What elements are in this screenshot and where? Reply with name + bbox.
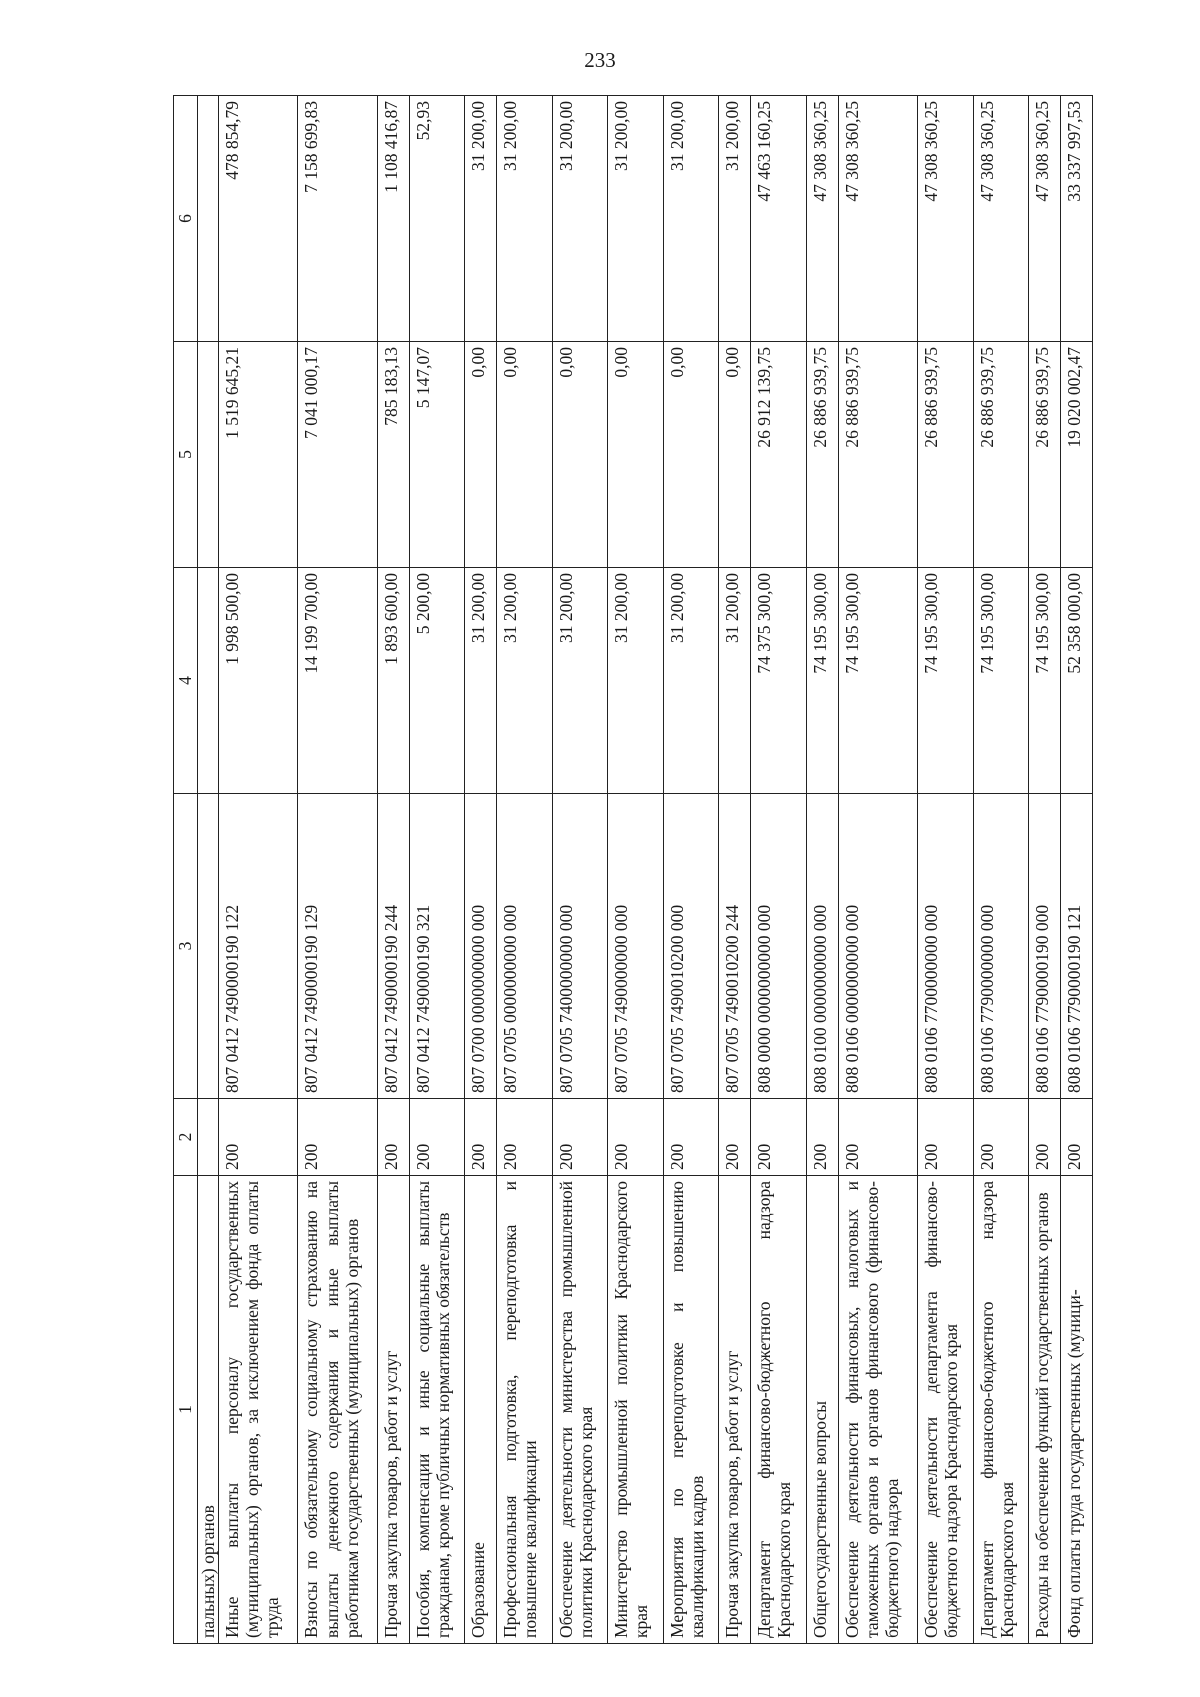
row-fact: 0,00 (465, 342, 497, 568)
table-row (1029, 96, 1061, 1644)
row-plan: 31 200,00 (608, 568, 664, 794)
row-name: Департамент финансово-бюджетного надзора Краснодарского края (751, 1176, 807, 1644)
row-code: 200 (608, 1099, 664, 1176)
row-fact: 0,00 (719, 342, 751, 568)
row-fact: 0,00 (663, 342, 719, 568)
row-fact: 5 147,07 (409, 342, 465, 568)
row-rest: 47 308 360,25 (838, 96, 917, 342)
row-code: 200 (751, 1099, 807, 1176)
row-fact: 26 886 939,75 (973, 342, 1029, 568)
table-row (751, 96, 807, 1644)
row-code: 200 (663, 1099, 719, 1176)
row-code: 200 (973, 1099, 1029, 1176)
row-plan: 74 195 300,00 (973, 568, 1029, 794)
row-rest: 47 308 360,25 (917, 96, 973, 342)
row-fact: 7 041 000,17 (298, 342, 377, 568)
continuation-row (198, 96, 219, 1644)
row-kbk: 807 0412 7490000190 244 (377, 794, 409, 1099)
row-code: 200 (377, 1099, 409, 1176)
row-plan: 1 893 600,00 (377, 568, 409, 794)
row-code: 200 (806, 1099, 838, 1176)
row-kbk: 807 0705 0000000000 000 (497, 794, 553, 1099)
row-rest: 47 308 360,25 (806, 96, 838, 342)
continuation-text: пальных) органов (198, 1176, 219, 1644)
table-row (552, 96, 608, 1644)
row-plan: 74 195 300,00 (806, 568, 838, 794)
row-name: Департамент финансово-бюджетного надзора Краснодарского края (973, 1176, 1029, 1644)
row-code: 200 (219, 1099, 298, 1176)
row-name: Прочая закупка товаров, работ и услуг (377, 1176, 409, 1644)
row-kbk: 808 0106 7790000190 121 (1061, 794, 1093, 1099)
row-fact: 1 519 645,21 (219, 342, 298, 568)
row-name: Обеспечение деятельности финансовых, налоговых и таможенных органов и органов финансового (финансово-бюджетного) надзора (838, 1176, 917, 1644)
header-col-4: 4 (174, 568, 198, 794)
row-kbk: 807 0705 7400000000 000 (552, 794, 608, 1099)
row-fact: 785 183,13 (377, 342, 409, 568)
row-code: 200 (1029, 1099, 1061, 1176)
row-kbk: 807 0705 7490010200 000 (663, 794, 719, 1099)
row-rest: 1 108 416,87 (377, 96, 409, 342)
row-rest: 31 200,00 (663, 96, 719, 342)
row-plan: 74 195 300,00 (1029, 568, 1061, 794)
row-name: Мероприятия по переподготовке и повышению квалификации кадров (663, 1176, 719, 1644)
row-kbk: 807 0412 7490000190 122 (219, 794, 298, 1099)
row-name: Профессиональная подготовка, переподготовка и повышение квалификации (497, 1176, 553, 1644)
row-plan: 5 200,00 (409, 568, 465, 794)
row-kbk: 808 0106 7700000000 000 (917, 794, 973, 1099)
row-plan: 74 195 300,00 (917, 568, 973, 794)
header-col-5: 5 (174, 342, 198, 568)
row-plan: 31 200,00 (552, 568, 608, 794)
row-code: 200 (497, 1099, 553, 1176)
row-fact: 0,00 (497, 342, 553, 568)
row-name: Образование (465, 1176, 497, 1644)
row-rest: 52,93 (409, 96, 465, 342)
row-name: Фонд оплаты труда государственных (муници- (1061, 1176, 1093, 1644)
page-number: 233 (584, 48, 616, 72)
row-plan: 31 200,00 (663, 568, 719, 794)
row-name: Обеспечение деятельности министерства промышленной политики Краснодарского края (552, 1176, 608, 1644)
row-name: Министерство промышленной политики Краснодарского края (608, 1176, 664, 1644)
table-row (377, 96, 409, 1644)
table-row (1061, 96, 1093, 1644)
row-kbk: 807 0412 7490000190 129 (298, 794, 377, 1099)
row-rest: 47 308 360,25 (1029, 96, 1061, 342)
row-kbk: 807 0412 7490000190 321 (409, 794, 465, 1099)
row-code: 200 (1061, 1099, 1093, 1176)
row-fact: 26 886 939,75 (806, 342, 838, 568)
row-name: Прочая закупка товаров, работ и услуг (719, 1176, 751, 1644)
row-rest: 47 463 160,25 (751, 96, 807, 342)
rotated-table-wrapper (173, 96, 1093, 1644)
table-row (465, 96, 497, 1644)
row-kbk: 807 0705 7490010200 244 (719, 794, 751, 1099)
row-plan: 31 200,00 (497, 568, 553, 794)
row-fact: 26 886 939,75 (917, 342, 973, 568)
row-fact: 26 912 139,75 (751, 342, 807, 568)
row-name: Обеспечение деятельности департамента финансово-бюджетного надзора Краснодарского края (917, 1176, 973, 1644)
row-plan: 1 998 500,00 (219, 568, 298, 794)
table-row (608, 96, 664, 1644)
row-plan: 74 195 300,00 (838, 568, 917, 794)
row-kbk: 808 0100 0000000000 000 (806, 794, 838, 1099)
row-kbk: 807 0700 0000000000 000 (465, 794, 497, 1099)
row-code: 200 (719, 1099, 751, 1176)
row-plan: 74 375 300,00 (751, 568, 807, 794)
table-row (838, 96, 917, 1644)
row-name: Расходы на обеспечение функций государственных органов (1029, 1176, 1061, 1644)
row-name: Иные выплаты персоналу государственных (муниципальных) органов, за исключением фонда оплаты труда (219, 1176, 298, 1644)
table-row (497, 96, 553, 1644)
row-rest: 33 337 997,53 (1061, 96, 1093, 342)
row-plan: 14 199 700,00 (298, 568, 377, 794)
row-kbk: 808 0000 0000000000 000 (751, 794, 807, 1099)
row-fact: 26 886 939,75 (838, 342, 917, 568)
row-code: 200 (838, 1099, 917, 1176)
row-rest: 478 854,79 (219, 96, 298, 342)
table-row (719, 96, 751, 1644)
row-code: 200 (917, 1099, 973, 1176)
table-row (917, 96, 973, 1644)
header-col-2: 2 (174, 1099, 198, 1176)
row-plan: 31 200,00 (719, 568, 751, 794)
header-row (174, 96, 198, 1644)
table-row (219, 96, 298, 1644)
row-fact: 0,00 (552, 342, 608, 568)
row-rest: 31 200,00 (608, 96, 664, 342)
row-code: 200 (298, 1099, 377, 1176)
row-name: Взносы по обязательному социальному страхованию на выплаты денежного содержания и иные выплаты работникам государственных (муниципальных) органов (298, 1176, 377, 1644)
row-code: 200 (409, 1099, 465, 1176)
header-col-6: 6 (174, 96, 198, 342)
row-fact: 0,00 (608, 342, 664, 568)
table-row (806, 96, 838, 1644)
row-rest: 7 158 699,83 (298, 96, 377, 342)
row-rest: 31 200,00 (465, 96, 497, 342)
row-kbk: 808 0106 7790000000 000 (973, 794, 1029, 1099)
row-fact: 19 020 002,47 (1061, 342, 1093, 568)
row-name: Пособия, компенсации и иные социальные выплаты гражданам, кроме публичных нормативных обязательств (409, 1176, 465, 1644)
row-rest: 31 200,00 (552, 96, 608, 342)
row-rest: 31 200,00 (497, 96, 553, 342)
row-plan: 31 200,00 (465, 568, 497, 794)
row-name: Общегосударственные вопросы (806, 1176, 838, 1644)
row-plan: 52 358 000,00 (1061, 568, 1093, 794)
row-code: 200 (465, 1099, 497, 1176)
header-col-3: 3 (174, 794, 198, 1099)
header-col-1: 1 (174, 1176, 198, 1644)
row-rest: 31 200,00 (719, 96, 751, 342)
budget-execution-table (173, 95, 1093, 1644)
table-row (409, 96, 465, 1644)
row-fact: 26 886 939,75 (1029, 342, 1061, 568)
row-kbk: 808 0106 7790000190 000 (1029, 794, 1061, 1099)
row-rest: 47 308 360,25 (973, 96, 1029, 342)
table-row (663, 96, 719, 1644)
table-row (973, 96, 1029, 1644)
row-kbk: 808 0106 0000000000 000 (838, 794, 917, 1099)
table-row (298, 96, 377, 1644)
row-code: 200 (552, 1099, 608, 1176)
row-kbk: 807 0705 7490000000 000 (608, 794, 664, 1099)
